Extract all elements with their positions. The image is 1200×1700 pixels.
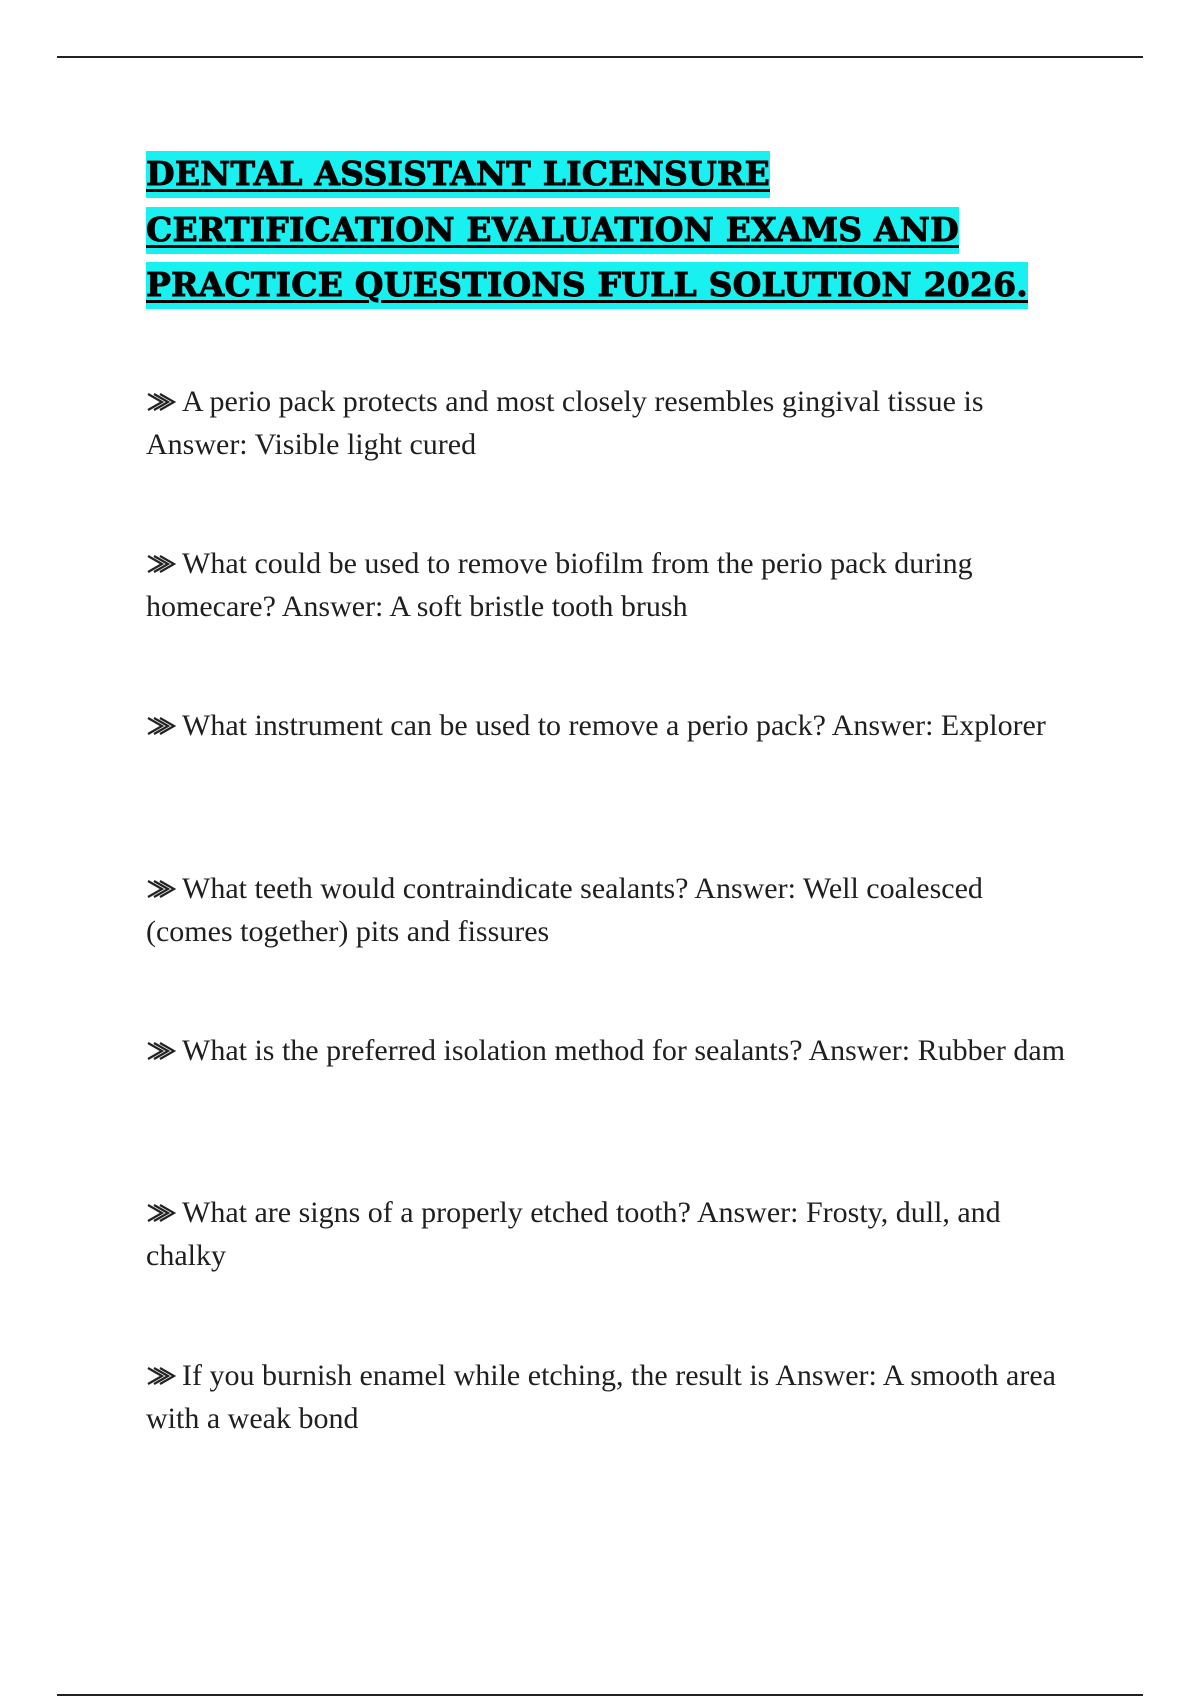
list-item (146, 867, 1066, 953)
qa-text: If you burnish enamel while etching, the result is Answer: A smooth area with a weak bond (146, 1359, 1056, 1435)
title-highlight: DENTAL ASSISTANT LICENSURE CERTIFICATION EVALUATION EXAMS AND PRACTICE QUESTIONS FULL SOLUTION 2026. (146, 151, 1028, 309)
bottom-rule (57, 1694, 1143, 1696)
qa-text: What teeth would contraindicate sealants? Answer: Well coalesced (comes together) pits and fissures (146, 872, 983, 948)
triple-arrow-bullet-icon (146, 1366, 176, 1386)
triple-arrow-bullet-icon (146, 392, 176, 412)
qa-text: What instrument can be used to remove a perio pack? Answer: Explorer (182, 709, 1046, 742)
qa-text: What are signs of a properly etched tooth? Answer: Frosty, dull, and chalky (146, 1196, 1001, 1272)
qa-text: What is the preferred isolation method for sealants? Answer: Rubber dam (182, 1034, 1066, 1067)
triple-arrow-bullet-icon (146, 716, 176, 736)
triple-arrow-bullet-icon (146, 554, 176, 574)
list-item (146, 704, 1066, 747)
list-item (146, 1354, 1066, 1440)
list-item (146, 1191, 1066, 1277)
qa-text: What could be used to remove biofilm from the perio pack during homecare? Answer: A soft bristle tooth brush (146, 547, 973, 623)
triple-arrow-bullet-icon (146, 879, 176, 899)
qa-text: A perio pack protects and most closely resembles gingival tissue is Answer: Visible light cured (146, 385, 984, 461)
triple-arrow-bullet-icon (146, 1203, 176, 1223)
list-item (146, 542, 1066, 628)
list-item (146, 380, 1066, 466)
document-title (146, 146, 1066, 313)
top-rule (57, 56, 1143, 58)
triple-arrow-bullet-icon (146, 1041, 176, 1061)
list-item (146, 1029, 1066, 1072)
